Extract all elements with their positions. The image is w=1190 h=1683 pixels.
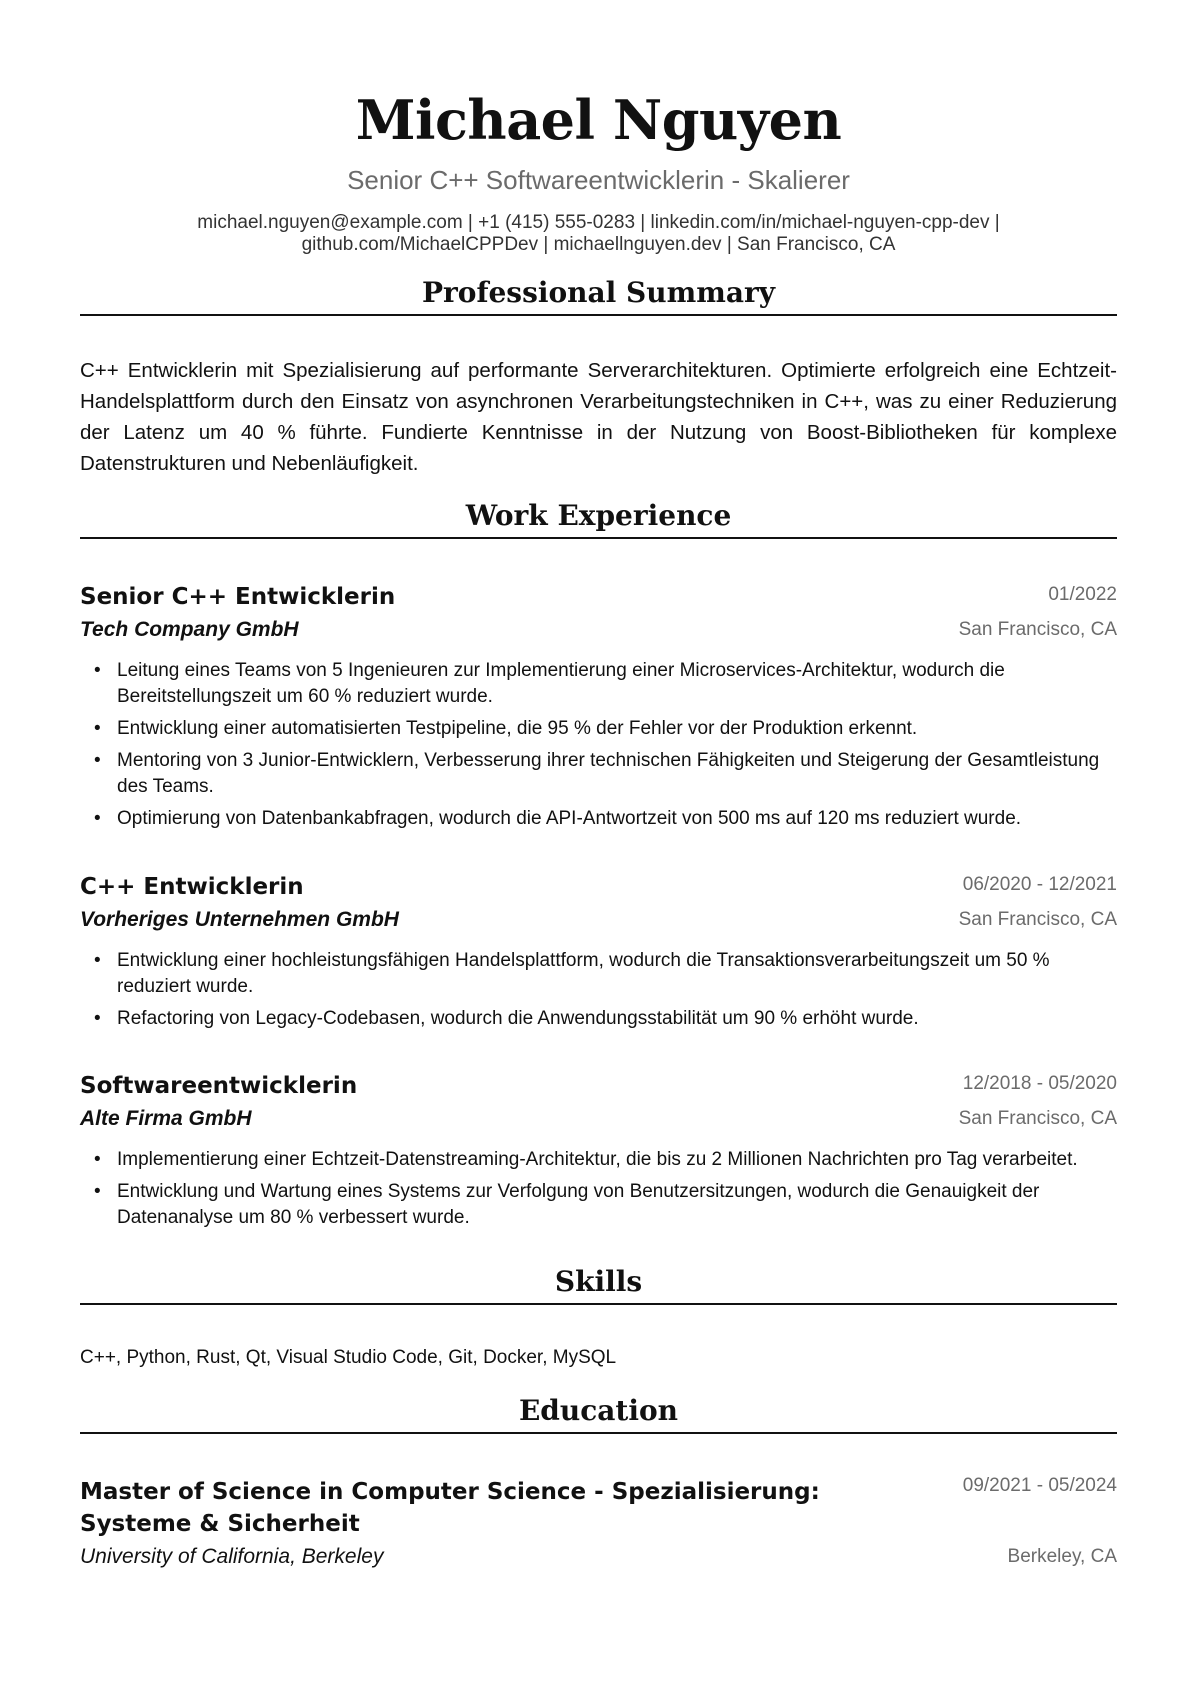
education-degree: Master of Science in Computer Science - Spezialisierung: Systeme & Sicherheit <box>80 1479 820 1537</box>
bullet-item: • Entwicklung einer automatisierten Testpipeline, die 95 % der Fehler vor der Produktion erkennt. <box>80 716 1117 742</box>
job-bullets <box>80 658 1117 838</box>
experience-heading: Work Experience <box>465 499 732 532</box>
bullet-item: • Entwicklung einer hochleistungsfähigen Handelsplattform, wodurch die Transaktionsverarbeitungszeit um 50 % reduziert wurde. <box>80 948 1117 1000</box>
job-title: Senior C++ Entwicklerin <box>80 584 396 610</box>
job-title: C++ Entwicklerin <box>80 874 304 900</box>
summary-text: C++ Entwicklerin mit Spezialisierung auf performante Serverarchitekturen. Optimierte erfolgreich eine Echtzeit-Handelsplattform durch den Einsatz von asynchronen Verarbeitungstechniken in C++, was zu einer Reduzierung der Latenz um 40 % führte. Fundierte Kenntnisse in der Nutzung von Boost-Bibliotheken für komplexe Datenstrukturen und Nebenläufigkeit. <box>80 359 1117 475</box>
job-bullets <box>80 1147 1117 1237</box>
education-school: University of California, Berkeley <box>80 1545 384 1568</box>
job-location: San Francisco, CA <box>958 909 1117 930</box>
job-date: 06/2020 - 12/2021 <box>962 874 1117 895</box>
bullet-item: • Refactoring von Legacy-Codebasen, wodurch die Anwendungsstabilität um 90 % erhöht wurde. <box>80 1006 1117 1032</box>
experience-divider <box>80 537 1117 539</box>
bullet-item: • Leitung eines Teams von 5 Ingenieuren zur Implementierung einer Microservices-Architektur, wodurch die Bereitstellungszeit um 60 % reduziert wurde. <box>80 658 1117 710</box>
education-heading: Education <box>518 1394 679 1427</box>
skills-heading: Skills <box>554 1265 643 1298</box>
contact-info <box>80 212 1117 256</box>
contact-line-1: michael.nguyen@example.com | +1 (415) 555-0283 | linkedin.com/in/michael-nguyen-cpp-dev | <box>197 212 1000 233</box>
bullet-item: • Mentoring von 3 Junior-Entwicklern, Verbesserung ihrer technischen Fähigkeiten und Steigerung der Gesamtleistung des Teams. <box>80 748 1117 800</box>
bullet-item: • Entwicklung und Wartung eines Systems zur Verfolgung von Benutzersitzungen, wodurch die Genauigkeit der Datenanalyse um 80 % verbessert wurde. <box>80 1179 1117 1231</box>
bullet-item: • Optimierung von Datenbankabfragen, wodurch die API-Antwortzeit von 500 ms auf 120 ms reduziert wurde. <box>80 806 1117 832</box>
job-company: Alte Firma GmbH <box>80 1107 252 1130</box>
job-date: 01/2022 <box>1048 584 1117 605</box>
job-location: San Francisco, CA <box>958 619 1117 640</box>
job-bullets <box>80 948 1117 1038</box>
job-company: Vorheriges Unternehmen GmbH <box>80 908 399 931</box>
bullet-item: • Implementierung einer Echtzeit-Datenstreaming-Architektur, die bis zu 2 Millionen Nachrichten pro Tag verarbeitet. <box>80 1147 1117 1173</box>
summary-heading: Professional Summary <box>421 276 776 309</box>
job-subtitle: Senior C++ Softwareentwicklerin - Skalierer <box>347 165 850 195</box>
job-company: Tech Company GmbH <box>80 618 299 641</box>
education-location: Berkeley, CA <box>1007 1546 1117 1567</box>
education-divider <box>80 1432 1117 1434</box>
skills-divider <box>80 1303 1117 1305</box>
education-date: 09/2021 - 05/2024 <box>962 1475 1117 1496</box>
job-title: Softwareentwicklerin <box>80 1073 358 1099</box>
candidate-name: Michael Nguyen <box>355 88 842 152</box>
summary-divider <box>80 314 1117 316</box>
job-location: San Francisco, CA <box>958 1108 1117 1129</box>
job-date: 12/2018 - 05/2020 <box>962 1073 1117 1094</box>
skills-list: C++, Python, Rust, Qt, Visual Studio Code, Git, Docker, MySQL <box>80 1347 617 1368</box>
contact-line-2: github.com/MichaelCPPDev | michaellnguyen.dev | San Francisco, CA <box>301 234 896 255</box>
